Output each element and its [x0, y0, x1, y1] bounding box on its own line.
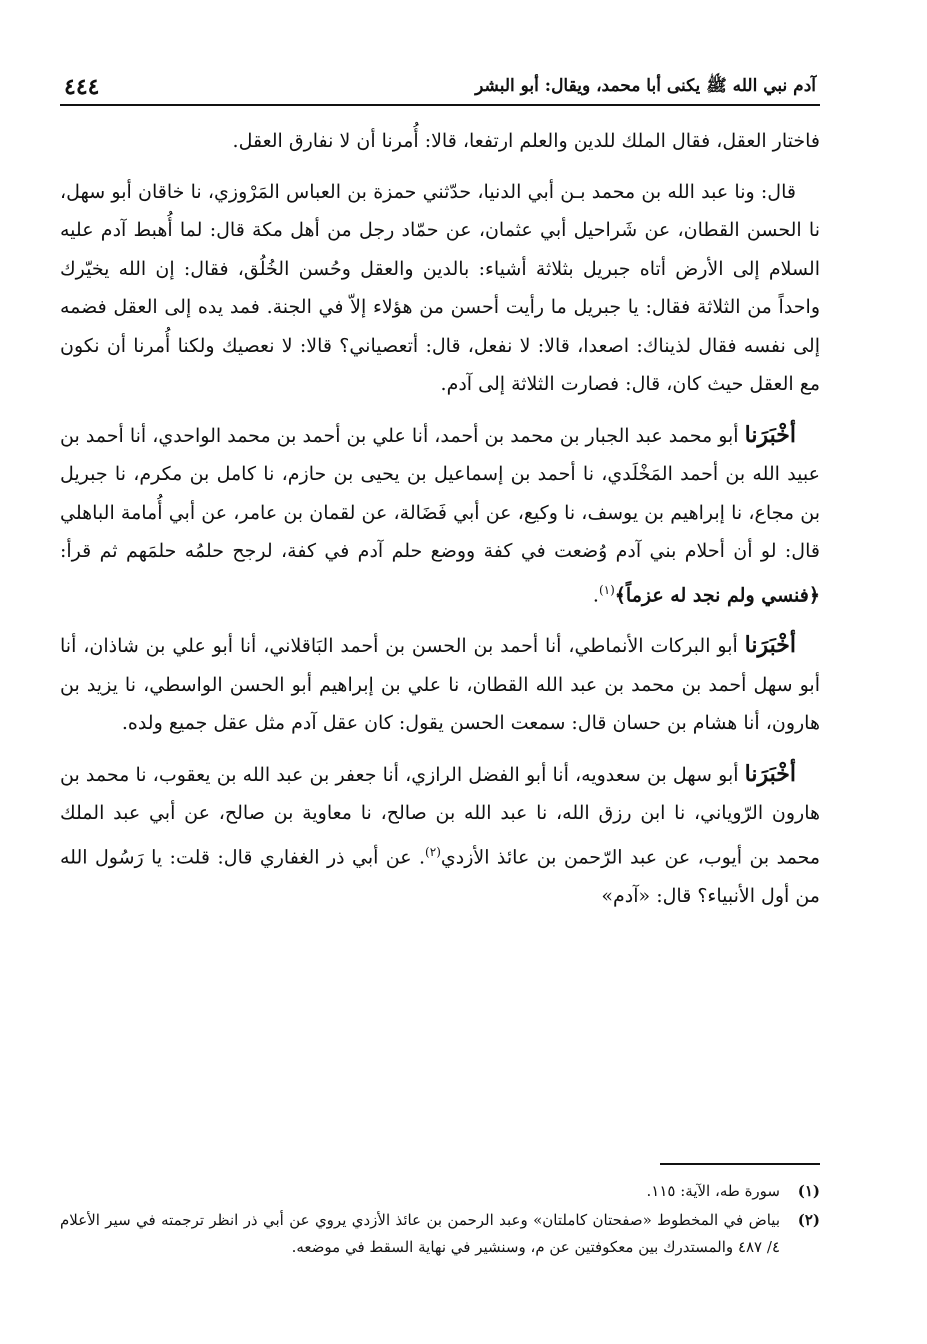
- narration-text-cont: . عن أبي ذر الغفاري قال: قلت: يا رَسُول الله من أول الأنبياء؟ قال: «آدم»: [60, 846, 820, 907]
- paragraph-5: [60, 755, 820, 915]
- quran-quote: ﴿فنسي ولم نجد له عزماً﴾: [614, 583, 820, 606]
- footnote-text: بياض في المخطوط «صفحتان كاملتان» وعبد الرحمن بن عائذ الأزدي يروي عن أبي ذر انظر ترجمته في سير الأعلام ٤/ ٤٨٧ والمستدرك بين معكوفتين عن م، وسنشير في نهاية السقط في موضعه.: [60, 1211, 780, 1256]
- footnote-1: [60, 1178, 820, 1205]
- footnote-text: سورة طه، الآية: ١١٥.: [646, 1182, 780, 1200]
- body-text: [60, 122, 820, 915]
- running-head: [60, 60, 820, 106]
- paragraph-4: [60, 626, 820, 743]
- footnotes: [60, 1178, 820, 1263]
- paragraph-1: فاختار العقل، فقال الملك للدين والعلم ارتفعا، قالا: أُمرنا أن لا نفارق العقل.: [232, 130, 820, 152]
- narration-lead: أخْبَرَنا: [744, 760, 796, 787]
- paragraph-end: .: [592, 583, 599, 606]
- footnote-ref-1[interactable]: (١): [598, 582, 615, 597]
- narration-lead: أخْبَرَنا: [744, 421, 796, 448]
- paragraph-3: [60, 416, 820, 615]
- footnote-number: (٢): [797, 1211, 820, 1229]
- footnote-2: [60, 1207, 820, 1261]
- paragraph-2: قال: ونا عبد الله بن محمد بـن أبي الدنيا، حدّثني حمزة بن العباس المَرْوزي، نا خاقان أبو سهل، نا الحسن القطان، عن شَراحيل أبي عثمان، عن حمّاد رجل من أهل مكة قال: لما أُهبط آدم عليه السلام إلى الأرض أتاه جبريل بثلاثة أشياء: بالدين والعقل وحُسن الخُلُق، فقال: إن الله يخيّرك واحداً من الثلاثة فقال: يا جبريل ما رأيت أحسن من هؤلاء إلاّ في الجنة. فمد يده إلى العقل فضمه إلى نفسه فقال لذيناك: اصعدا، قالا: لا نفعل، قال: أتعصياني؟ قالا: لا نعصيك ولكنا أُمرنا أن نكون مع العقل حيث كان، قال: فصارت الثلاثة إلى آدم.: [60, 180, 820, 395]
- footnote-divider: [660, 1163, 820, 1165]
- footnote-number: (١): [797, 1182, 820, 1200]
- book-page: [60, 60, 820, 1300]
- running-title: آدم نبي الله ﷺ يكنى أبا محمد، ويقال: أبو البشر: [475, 76, 816, 96]
- narration-text: أبو محمد عبد الجبار بن محمد بن أحمد، أنا علي بن أحمد بن محمد الواحدي، أنا أحمد بن عبيد الله بن أحمد المَخْلَدي، نا أحمد بن إسماعيل بن يحيى بن حازم، نا كامل بن مكرم، نا جبريل بن مجاع، نا إبراهيم بن يوسف، نا وكيع، عن أبي فَضَالة، عن لقمان بن عامر، عن أبي أُمامة الباهلي قال: لو أن أحلام بني آدم وُضعت في كفة ووضع حلم آدم في كفة، لرجح حلمُه حلمَهم ثم قرأ:: [60, 424, 821, 562]
- narration-lead: أخْبَرَنا: [744, 632, 796, 659]
- narration-text: أبو البركات الأنماطي، أنا أحمد بن الحسن بن أحمد البَاقلاني، أنا أبو علي بن شاذان، أنا أبو سهل أحمد بن محمد بن عبد الله القطان، نا علي بن إبراهيم أبو الحسن الواسطي، نا يزيد بن هارون، أنا هشام بن حسان قال: سمعت الحسن يقول: كان عقل آدم مثل عقل جميع ولده.: [60, 635, 820, 735]
- footnote-ref-2[interactable]: (٢): [425, 844, 441, 859]
- narration-text: أبو سهل بن سعدويه، أنا أبو الفضل الرازي، أنا جعفر بن عبد الله بن يعقوب، نا محمد بن هارون الرّوياني، نا ابن رزق الله، نا عبد الله بن صالح، نا معاوية بن صالح، عن أبي عبد الملك محمد بن أيوب، عن عبد الرّحمن بن عائذ الأزدي: [60, 763, 821, 869]
- page-number: ٤٤٤: [64, 74, 100, 100]
